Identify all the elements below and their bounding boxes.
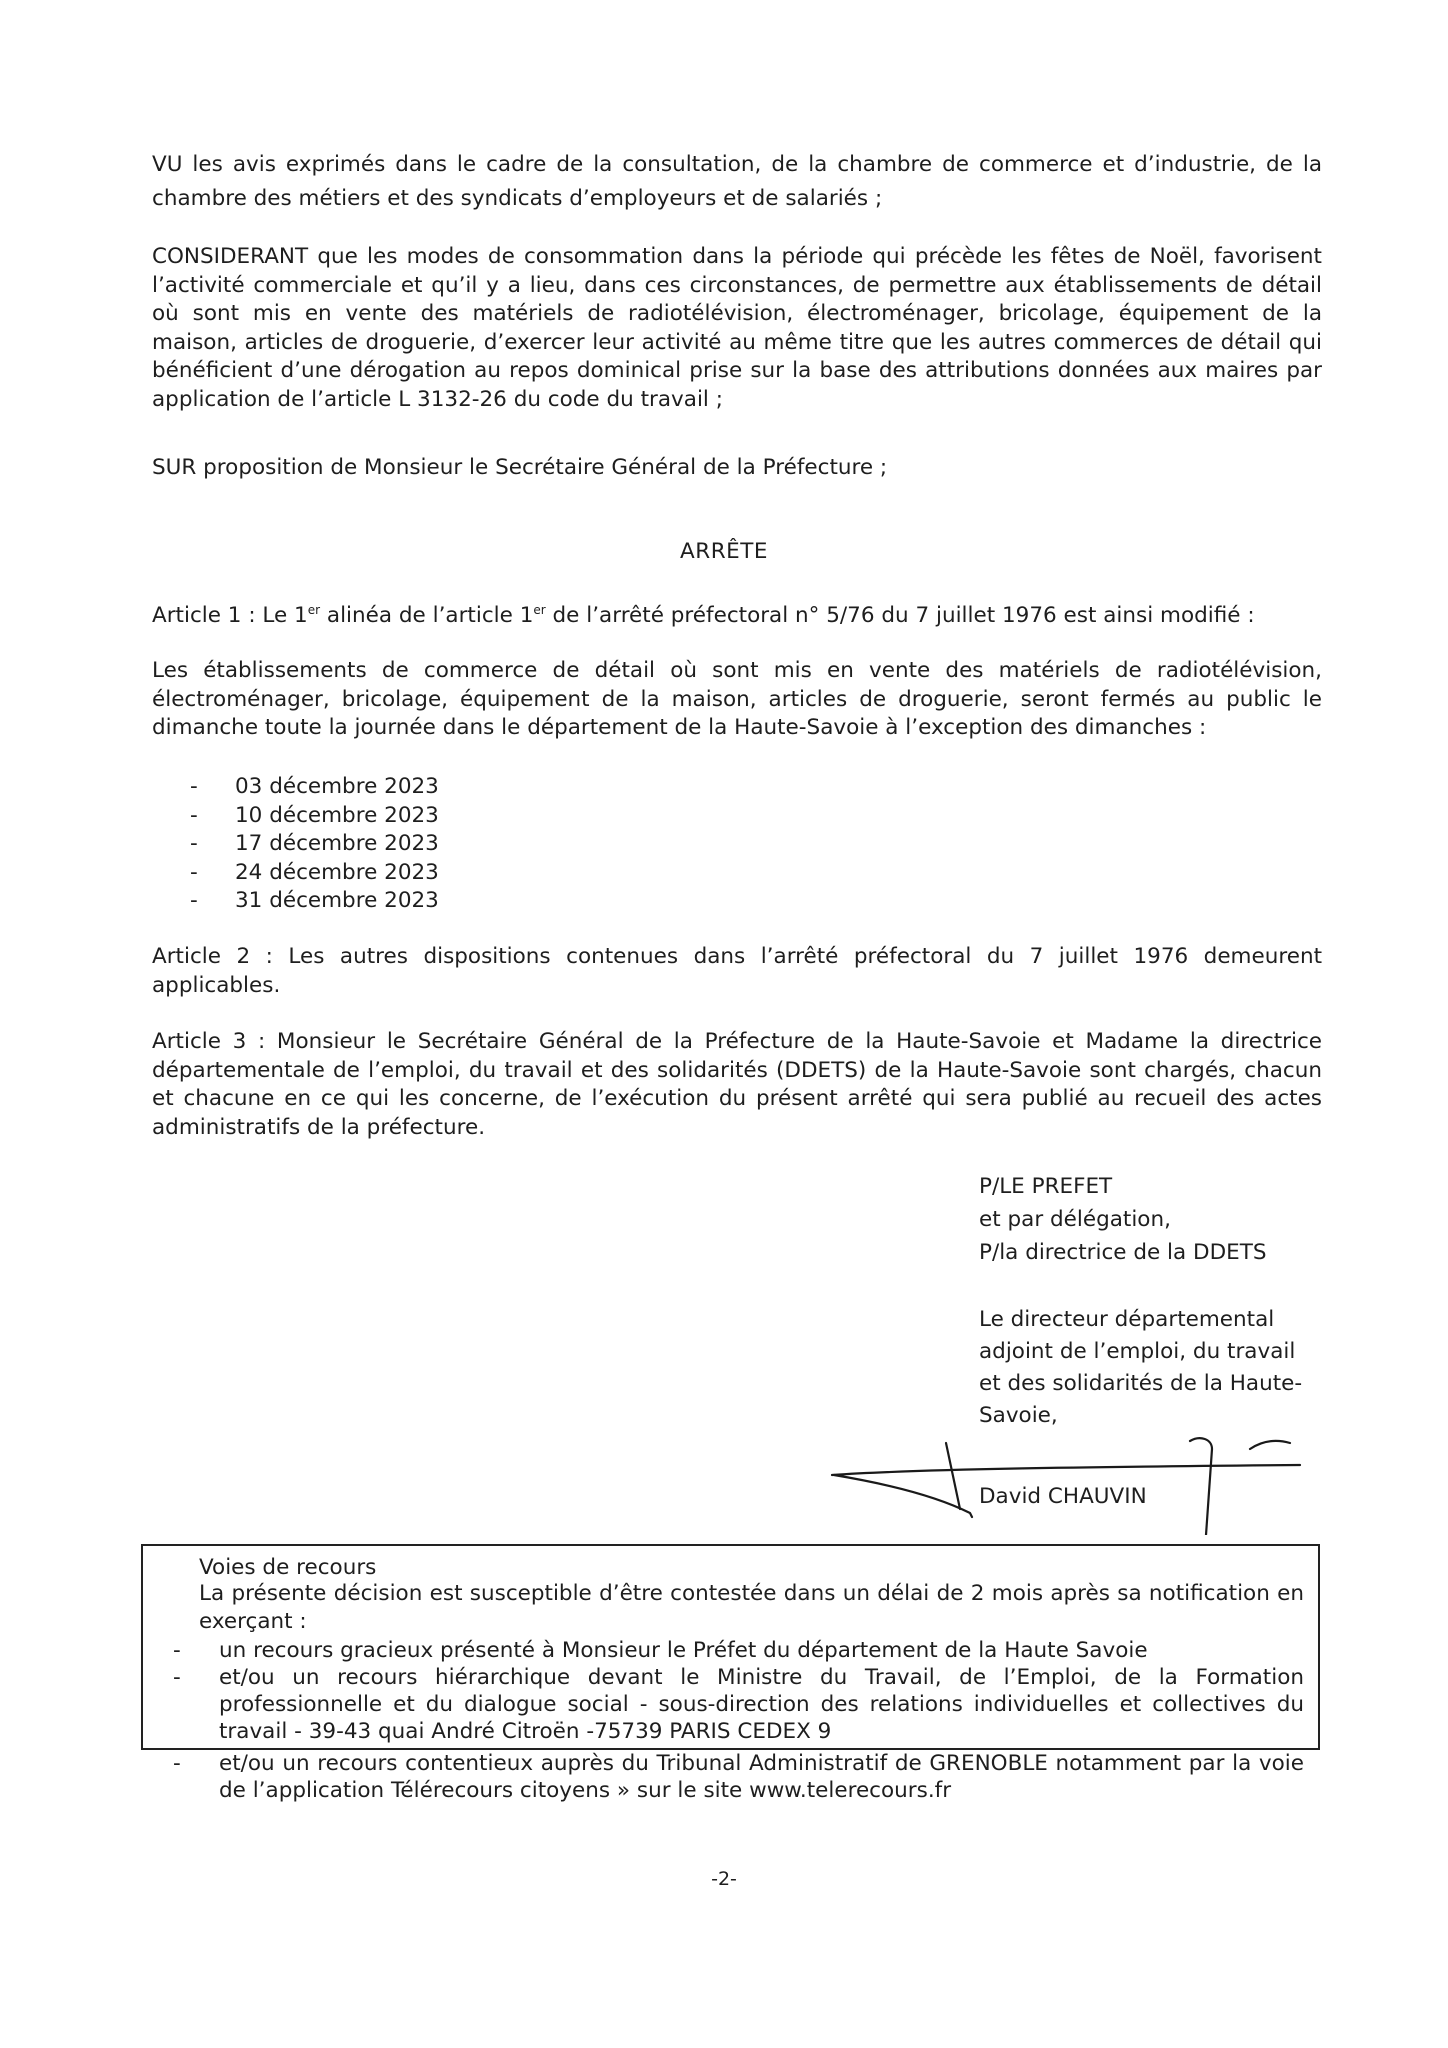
signature-authority-block [979, 1170, 1339, 1269]
list-item [190, 830, 439, 859]
article-1-superscript-2: er [533, 603, 546, 617]
signature-line: P/LE PREFET [979, 1174, 1113, 1199]
list-item [190, 802, 439, 831]
article-1-suffix: de l’arrêté préfectoral n° 5/76 du 7 juillet 1976 est ainsi modifié : [545, 603, 1255, 628]
recours-item: un recours gracieux présenté à Monsieur le Préfet du département de la Haute Savoie [219, 1638, 1148, 1663]
arrete-heading: ARRÊTE [680, 539, 768, 564]
date-item: 03 décembre 2023 [235, 774, 439, 799]
article-1-middle: alinéa de l’article 1 [320, 603, 534, 628]
article-3-paragraph: Article 3 : Monsieur le Secrétaire Général de la Préfecture de la Haute-Savoie et Madame la directrice départementale de l’emploi, du travail et des solidarités (DDETS) de la Haute-Savoie sont chargés, chacun et chacune en ce qui les concerne, de l’exécution du présent arrêté qui sera publié au recueil des actes administratifs de la préfecture. [152, 1029, 1322, 1140]
list-dash: - [173, 1638, 181, 1663]
list-dash: - [190, 802, 198, 828]
list-item [173, 1664, 1304, 1745]
article-1-superscript-1: er [307, 603, 321, 617]
signature-line: et par délégation, [979, 1207, 1171, 1232]
voies-de-recours-box [141, 1544, 1320, 1803]
sur-proposition-paragraph: SUR proposition de Monsieur le Secrétaire Général de la Préfecture ; [152, 455, 888, 480]
signature-line: et des solidarités de la Haute- [979, 1371, 1303, 1396]
list-item [190, 859, 439, 888]
article-1-prefix: Article 1 : Le 1 [152, 603, 308, 628]
page-number: -2- [711, 1868, 737, 1890]
considerant-paragraph: CONSIDERANT que les modes de consommation dans la période qui précède les fêtes de Noël, favorisent l’activité commerciale et qu’il y a lieu, dans ces circonstances, de permettre aux établissements de détail où sont mis en vente des matériels de radiotélévision, électroménager, bricolage, équipement de la maison, articles de droguerie, d’exercer leur activité au même titre que les autres commerces de détail qui bénéficient d’une dérogation au repos dominical prise sur la base des attributions données aux maires par application de l’article L 3132-26 du code du travail ; [152, 244, 1322, 412]
vu-paragraph: VU les avis exprimés dans le cadre de la consultation, de la chambre de commerce et d’industrie, de la chambre des métiers et des syndicats d’employeurs et de salariés ; [152, 152, 1322, 211]
list-item [173, 1637, 1304, 1664]
list-dash: - [190, 774, 198, 799]
handwritten-signature [820, 1405, 1310, 1535]
etablissements-paragraph: Les établissements de commerce de détail où sont mis en vente des matériels de radiotélévision, électroménager, bricolage, équipement de la maison, articles de droguerie, seront fermés au public le dimanche toute la journée dans le département de la Haute-Savoie à l’exception des dimanches : [152, 658, 1322, 740]
signatory-name: David CHAUVIN [979, 1484, 1147, 1509]
signature-line: Savoie, [979, 1403, 1058, 1428]
recours-item: et/ou un recours hiérarchique devant le Ministre du Travail, de l’Emploi, de la Formation professionnelle et du dialogue social - sous-direction des relations individuelles et collectives du travail - 39-43 quai André Citroën -75739 PARIS CEDEX 9 [219, 1665, 1304, 1744]
list-dash: - [173, 1751, 181, 1776]
article-2-paragraph: Article 2 : Les autres dispositions contenues dans l’arrêté préfectoral du 7 juillet 1976 demeurent applicables. [152, 944, 1322, 998]
date-item: 17 décembre 2023 [235, 831, 439, 856]
recours-intro: La présente décision est susceptible d’être contestée dans un délai de 2 mois après sa notification en exerçant : [199, 1581, 1304, 1634]
recours-item: et/ou un recours contentieux auprès du Tribunal Administratif de GRENOBLE notamment par la voie de l’application Télérecours citoyens » sur le site www.telerecours.fr [219, 1751, 1304, 1803]
list-item [173, 1750, 1304, 1804]
signature-line: adjoint de l’emploi, du travail [979, 1339, 1296, 1364]
recours-list [173, 1637, 1304, 1804]
list-dash: - [190, 888, 198, 913]
list-dash: - [173, 1665, 181, 1690]
list-dash: - [190, 831, 198, 856]
list-item [190, 773, 439, 802]
signature-line: P/la directrice de la DDETS [979, 1240, 1267, 1265]
date-item: 24 décembre 2023 [235, 859, 439, 885]
recours-title: Voies de recours [199, 1555, 377, 1580]
article-1-paragraph [152, 602, 1322, 631]
list-dash: - [190, 859, 198, 885]
list-item [190, 887, 439, 916]
sunday-dates-list [190, 773, 439, 916]
signature-line: Le directeur départemental [979, 1307, 1275, 1332]
date-item: 10 décembre 2023 [235, 802, 439, 828]
date-item: 31 décembre 2023 [235, 888, 439, 913]
